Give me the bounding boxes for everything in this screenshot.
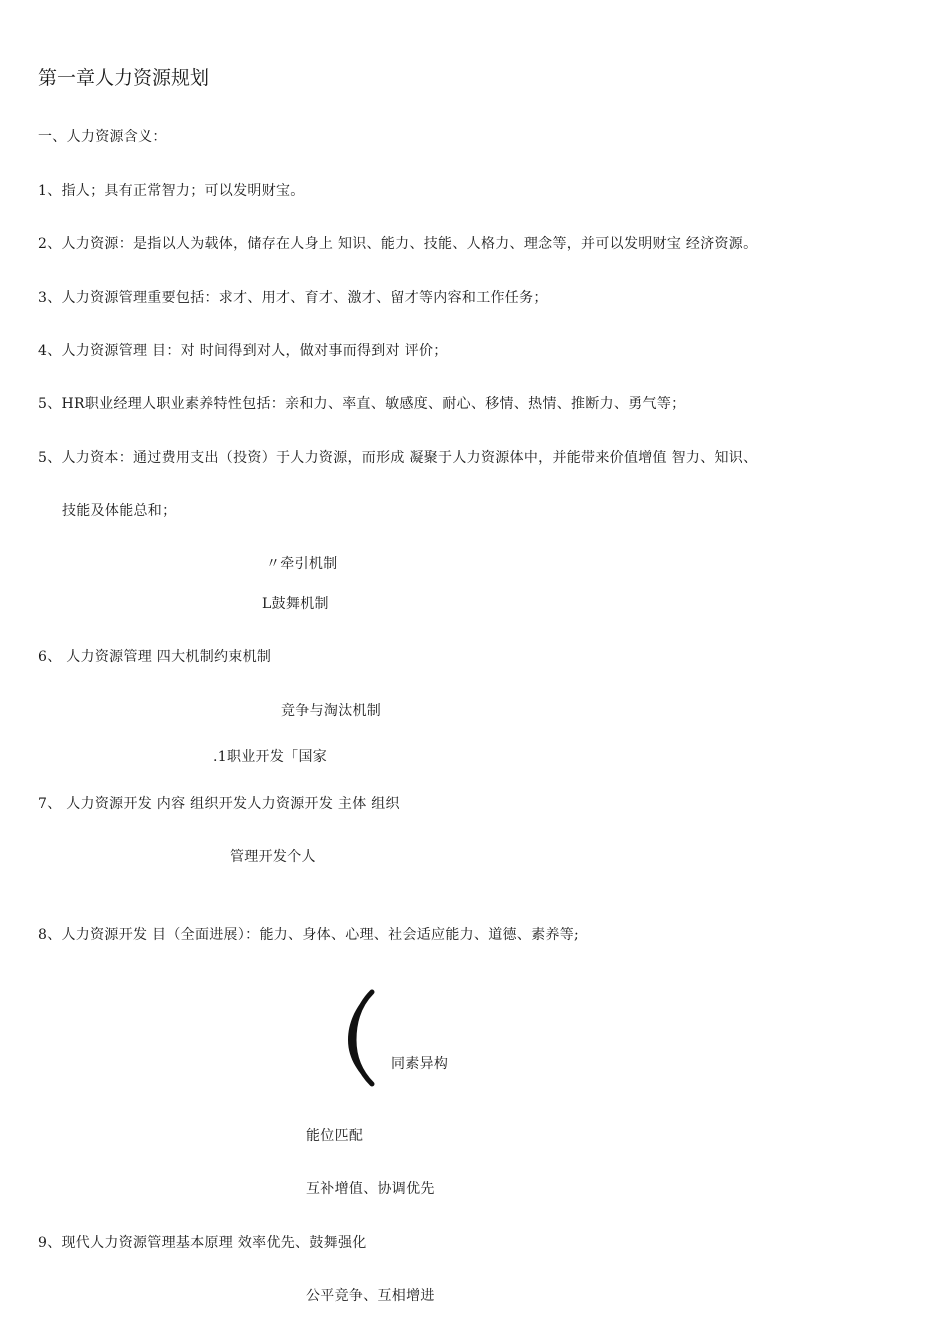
mechanism-item: 竞争与淘汰机制 <box>281 703 382 719</box>
paragraph-line: 5、人力资本：通过费用支出（投资）于人力资源，而形成 凝聚于人力资源体中，并能带来价值增值 智力、知识、 <box>38 450 758 466</box>
principle-item: 公平竞争、互相增进 <box>306 1288 435 1304</box>
principle-item: 能位匹配 <box>306 1128 364 1144</box>
paragraph-line: 6、 人力资源管理 四大机制约束机制 <box>38 649 272 665</box>
development-item: 管理开发个人 <box>230 849 316 865</box>
paragraph-line: 3、人力资源管理重要包括：求才、用才、育才、激才、留才等内容和工作任务； <box>38 290 548 306</box>
paragraph-line: 9、现代人力资源管理基本原理 效率优先、鼓舞强化 <box>38 1235 367 1251</box>
mechanism-item: L鼓舞机制 <box>262 596 329 612</box>
chapter-title: 第一章人力资源规划 <box>38 67 210 89</box>
paragraph-line: 7、 人力资源开发 内容 组织开发人力资源开发 主体 组织 <box>38 796 400 812</box>
paragraph-line: 2、人力资源：是指以人为载体，储存在人身上 知识、能力、技能、人格力、理念等，并可以发明财宝 经济资源。 <box>38 236 758 252</box>
paragraph-line: 1、指人；具有正常智力；可以发明财宝。 <box>38 183 305 199</box>
principle-item: 同素异构 <box>391 1056 449 1072</box>
section-heading: 一、人力资源含义： <box>38 129 167 145</box>
bracket-shape <box>344 988 384 1088</box>
paragraph-line: 技能及体能总和； <box>62 503 177 519</box>
paragraph-line: 8、人力资源开发 目（全面进展）：能力、身体、心理、社会适应能力、道德、素养等; <box>38 927 580 943</box>
mechanism-item: 〃牵引机制 <box>266 556 338 572</box>
paragraph-line: 5、HR职业经理人职业素养特性包括：亲和力、率直、敏感度、耐心、移情、热情、推断力、勇气等； <box>38 396 686 412</box>
paragraph-line: 4、人力资源管理 目：对 时间得到对人，做对事而得到对 评价； <box>38 343 448 359</box>
development-item: .1职业开发「国家 <box>213 749 328 765</box>
principle-item: 互补增值、协调优先 <box>306 1181 435 1197</box>
